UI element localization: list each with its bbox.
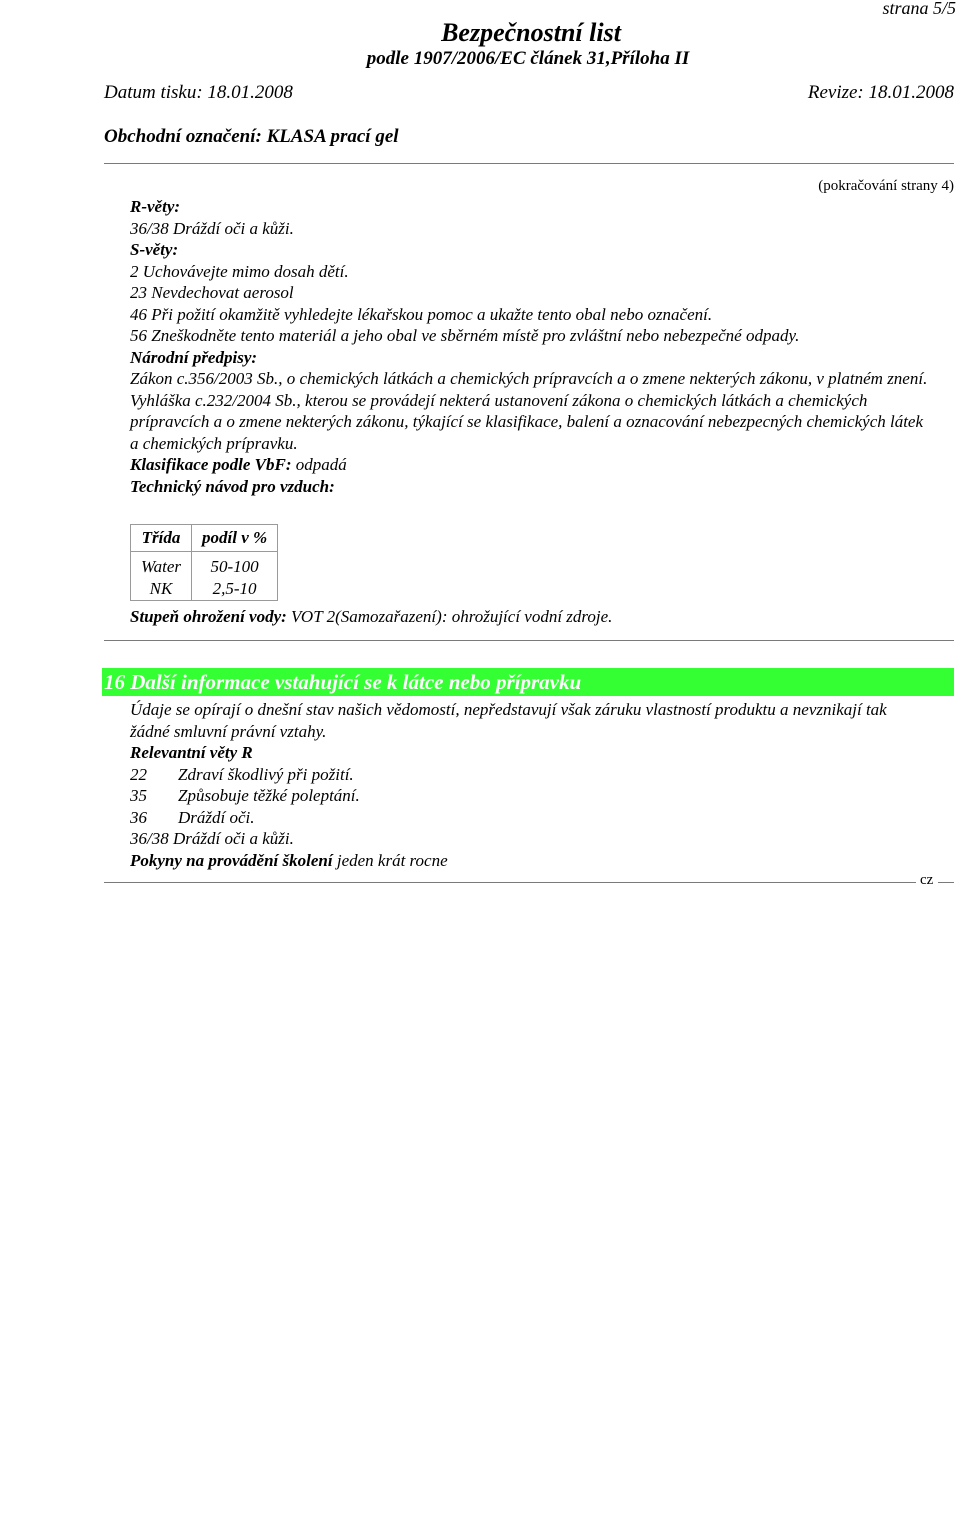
s-phrases-heading: S-věty:	[130, 240, 179, 259]
r-code: 22	[130, 764, 147, 784]
s-phrase-line: 23 Nevdechovat aerosol	[130, 283, 294, 302]
revision-date: Revize: 18.01.2008	[807, 82, 954, 103]
national-regulations-heading: Národní předpisy:	[130, 347, 258, 367]
table-cell: 50-100	[192, 552, 278, 579]
table-cell: NK	[131, 578, 192, 601]
section-16-heading: 16 Další informace vstahující se k látce nebo přípravku	[102, 668, 954, 696]
table-row	[131, 578, 278, 601]
air-guidance-heading: Technický návod pro vzduch:	[130, 476, 335, 496]
section-16-block	[130, 699, 930, 871]
training-value: jeden krát rocne	[336, 850, 448, 870]
vbf-label: Klasifikace podle VbF:	[130, 455, 292, 474]
r-item	[130, 764, 930, 786]
continued-note: (pokračování strany 4)	[818, 178, 954, 194]
air-class-table	[130, 524, 278, 601]
footer-divider	[104, 882, 916, 883]
relevant-r-heading: Relevantní věty R	[130, 743, 253, 762]
water-hazard	[130, 606, 930, 628]
r-text: Zdraví škodlivý při požití.	[178, 764, 354, 784]
r-item	[130, 785, 930, 807]
table-row	[131, 552, 278, 579]
table-cell: Water	[131, 552, 192, 579]
r-phrases-heading: R-věty:	[130, 197, 181, 216]
language-code: cz	[920, 872, 934, 888]
footer-divider-end	[938, 882, 954, 883]
header-divider	[104, 163, 954, 164]
document-title: Bezpečnostní list	[441, 18, 621, 47]
r-text: Způsobuje těžké poleptání.	[178, 786, 360, 805]
law-356-2003: Zákon c.356/2003 Sb., o chemických látkách a chemických prípravcích a o zmene nekterých zákonu, v platném znení.	[130, 369, 928, 388]
training-instructions	[130, 850, 930, 872]
r-code: 35	[130, 786, 147, 805]
disclaimer-text: Údaje se opírají o dnešní stav našich vědomostí, nepředstavují však záruku vlastností produktu a nevznikají tak žádné smluvní právní vztahy.	[130, 700, 887, 741]
training-label: Pokyny na provádění školení	[130, 850, 333, 870]
column-header: Třída	[131, 525, 192, 552]
r-text: Dráždí oči.	[178, 807, 255, 827]
table-cell: 2,5-10	[192, 578, 278, 601]
table-header-row	[131, 525, 278, 552]
vbf-value: odpadá	[295, 455, 347, 474]
water-hazard-value: VOT 2(Samozařazení): ohrožující vodní zdroje.	[291, 607, 613, 626]
print-date: Datum tisku: 18.01.2008	[104, 82, 293, 103]
trade-name: Obchodní označení: KLASA prací gel	[104, 126, 399, 147]
s-phrase-line: 2 Uchovávejte mimo dosah dětí.	[130, 261, 349, 281]
r-phrase-line: 36/38 Dráždí oči a kůži.	[130, 218, 294, 238]
page-number: strana 5/5	[882, 0, 956, 18]
s-phrase-line: 56 Zneškodněte tento materiál a jeho obal ve sběrném místě pro zvláštní nebo nebezpečné odpady.	[130, 326, 800, 345]
section-15-block	[130, 196, 930, 497]
column-header: podíl v %	[192, 525, 278, 552]
r-item	[130, 807, 930, 829]
r-code: 36	[130, 807, 147, 827]
r-item-combined: 36/38 Dráždí oči a kůži.	[130, 829, 294, 848]
s-phrase-line: 46 Při požití okamžitě vyhledejte lékařskou pomoc a ukažte tento obal nebo označení.	[130, 304, 713, 324]
vbf-classification	[130, 454, 930, 476]
decree-232-2004: Vyhláška c.232/2004 Sb., kterou se provádejí nekterá ustanovení zákona o chemických látkách a chemických prípravcích a o zmene nekterých zákonu, týkající se klasifikace, balení a oznacování nebezpecných chemických látek a chemických prípravku.	[130, 390, 924, 453]
water-hazard-label: Stupeň ohrožení vody:	[130, 607, 287, 626]
document-subtitle: podle 1907/2006/EC článek 31,Příloha II	[366, 48, 690, 69]
section-divider	[104, 640, 954, 641]
